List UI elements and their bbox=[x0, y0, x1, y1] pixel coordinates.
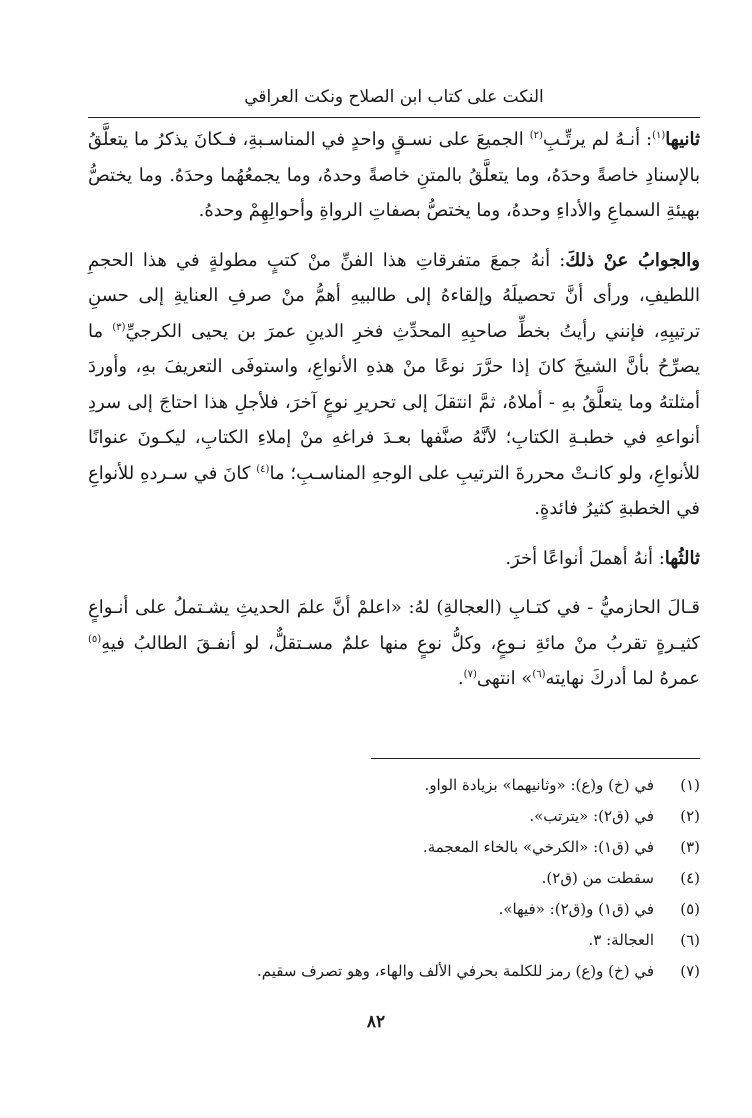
footnote-item bbox=[88, 801, 700, 832]
footnote-number: (١) bbox=[680, 776, 700, 794]
header-divider bbox=[88, 117, 700, 118]
footnote-item bbox=[88, 770, 700, 801]
footnote-text: في (خ) و(ع) رمز للكلمة بحرفي الألف والهاء، وهو تصرف سقيم. bbox=[256, 962, 654, 980]
paragraph-text: : أنهُ جمعَ متفرقاتِ هذا الفنِّ منْ كتبٍ مطولةٍ في هذا الحجمِ اللطيفِ، ورأى أنَّ تحصيلَهُ وإلقاءهُ إلى طالبيهِ أهمُّ منْ صرفِ العنايةِ إلى حسنِ ترتيبِهِ، فإنني رأيتُ بخطِّ صاحبِهِ المحدِّثِ فخرِ الدينِ عمرَ بن يحيى الكرجيِّ bbox=[88, 249, 700, 342]
footnote-text: في (خ) و(ع): «وثانيهما» بزيادة الواو. bbox=[424, 776, 654, 794]
footnote-item bbox=[88, 925, 700, 956]
footnote-item bbox=[88, 894, 700, 925]
footnote-item bbox=[88, 863, 700, 894]
footnote-text: في (ق١): «الكرخي» بالخاء المعجمة. bbox=[422, 838, 654, 856]
footnote-number: (٤) bbox=[680, 869, 700, 887]
section-lead-second: ثانيها bbox=[665, 129, 700, 150]
paragraph-text: قـالَ الحازميُّ - في كتـابِ (العجالةِ) لهُ: «اعلمْ أنَّ علمَ الحديثِ يشـتملُ على أنـواعٍ كثيـرةٍ تقربُ منْ مائةِ نـوعٍ، وكلُّ نوعٍ منها علمٌ مسـتقلٌّ، لو أنفـقَ الطالبُ فيهِ bbox=[88, 597, 700, 654]
paragraph-text: عمرهُ لما أدركَ نهايته bbox=[545, 668, 700, 689]
footnote-number: (٦) bbox=[680, 931, 700, 949]
paragraph-second-point bbox=[88, 122, 700, 229]
footnote-ref-5[interactable]: (٥) bbox=[88, 633, 102, 645]
footnote-ref-4[interactable]: (٤) bbox=[256, 463, 270, 475]
page-number: ٨٢ bbox=[366, 1012, 386, 1032]
footnote-text: العجالة: ٣. bbox=[588, 931, 654, 949]
footnotes-list bbox=[88, 770, 700, 987]
footnote-text: في (ق١) و(ق٢): «فيها». bbox=[498, 900, 654, 918]
paragraph-third-point bbox=[88, 541, 700, 577]
running-header-title: النكت على كتاب ابن الصلاح ونكت العراقي bbox=[244, 87, 544, 107]
paragraph-text: » انتهى bbox=[476, 668, 533, 689]
paragraph-hazimi-quote bbox=[88, 590, 700, 697]
footnote-ref-2[interactable]: (٢) bbox=[529, 130, 543, 141]
paragraph-text: : أنـهُ لم يرتِّـبِ bbox=[542, 129, 653, 150]
footnote-divider bbox=[371, 758, 700, 759]
main-text bbox=[88, 122, 700, 697]
paragraph-text: : أنهُ أهملَ أنواعًا أخرَ. bbox=[505, 547, 665, 569]
footnote-ref-7[interactable]: (٧) bbox=[463, 669, 477, 680]
footnote-ref-1[interactable]: (١) bbox=[652, 130, 666, 141]
section-lead-answer: والجوابُ عنْ ذلكَ bbox=[565, 249, 700, 271]
footnote-number: (٢) bbox=[680, 807, 700, 825]
footnote-item bbox=[88, 956, 700, 987]
paragraph-text: كانَ في سـردهِ للأنواعِ في الخطبةِ كثيرُ فائدةٍ. bbox=[88, 462, 700, 519]
footnote-ref-3[interactable]: (٣) bbox=[112, 321, 126, 333]
paragraph-answer bbox=[88, 243, 700, 527]
section-lead-third: ثالثُها bbox=[664, 547, 700, 569]
footnote-number: (٣) bbox=[680, 838, 700, 856]
footnote-text: سقطت من (ق٢). bbox=[541, 869, 654, 887]
footnote-item bbox=[88, 832, 700, 863]
paragraph-text: الجميعَ على نسـقٍ واحدٍ في المناسـبةِ، فـكانَ يذكرُ ما يتعلَّقُ بالإسنادِ خاصةً وحدَهُ، وما يتعلَّقُ بالمتنِ خاصةً وحدهُ، وما يجمعُهُما وحدَهُ. وما يختصُّ بهيئةِ السماعِ والأداءِ وحدهُ، وما يختصُّ بصفاتِ الرواةِ وأحوالِهِمْ وحدهُ. bbox=[88, 129, 700, 221]
footnote-number: (٥) bbox=[680, 900, 700, 918]
paragraph-text: . bbox=[457, 668, 464, 689]
paragraph-text: ما يصرِّحُ بأنَّ الشيخَ كانَ إذا حرَّرَ نوعًا منْ هذهِ الأنواعِ، واستوفَى التعريفَ بهِ، وأوردَ أمثلتهُ وما يتعلَّقُ بهِ - أملاهُ، ثمَّ انتقلَ إلى تحريرِ نوعٍ آخرَ، فلأجلِ هذا احتاجَ إلى سردِ أنواعهِ في خطبـةِ الكتابِ؛ لأنَّهُ صنَّفها بعـدَ فراغهِ منْ إملاءِ الكتابِ، ليكـونَ عنوانًا للأنواعِ، ولو كانـتْ محررةَ الترتيبِ على الوجهِ المناسـبِ؛ ما bbox=[88, 320, 700, 484]
footnote-number: (٧) bbox=[680, 962, 700, 980]
footnote-text: في (ق٢): «يترتب». bbox=[529, 807, 654, 825]
footnote-ref-6[interactable]: (٦) bbox=[532, 669, 546, 680]
